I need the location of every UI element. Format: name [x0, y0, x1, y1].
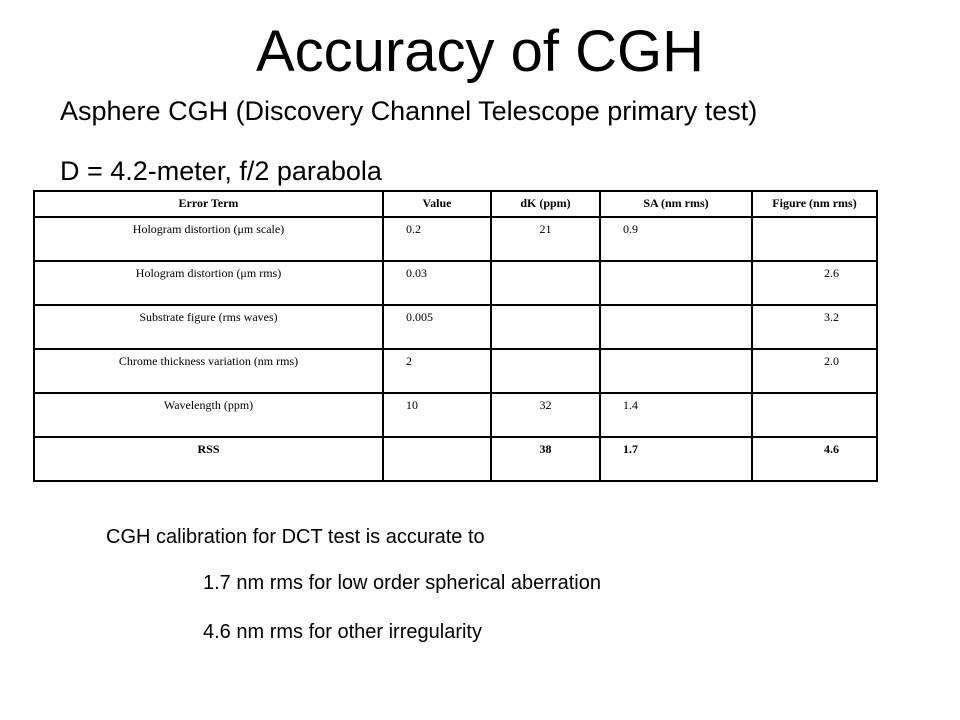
cell-term: Wavelength (ppm): [34, 393, 383, 437]
cell-sa: 1.4: [600, 393, 752, 437]
telescope-spec: D = 4.2-meter, f/2 parabola: [60, 156, 382, 186]
calibration-note-sa: 1.7 nm rms for low order spherical aberration: [203, 572, 601, 594]
header-value: Value: [383, 191, 491, 217]
table-row: [34, 305, 877, 349]
cell-value: 10: [383, 393, 491, 437]
cell-figure: 4.6: [752, 437, 877, 481]
table-row: [34, 261, 877, 305]
cell-dk: 32: [491, 393, 600, 437]
cell-term: RSS: [34, 437, 383, 481]
cell-dk: 21: [491, 217, 600, 261]
cell-figure: [752, 217, 877, 261]
cell-term: Substrate figure (rms waves): [34, 305, 383, 349]
cell-term: Chrome thickness variation (nm rms): [34, 349, 383, 393]
cell-dk: [491, 261, 600, 305]
cell-figure: 2.0: [752, 349, 877, 393]
cell-term: Hologram distortion (μm rms): [34, 261, 383, 305]
cell-dk: [491, 349, 600, 393]
slide-subtitle: Asphere CGH (Discovery Channel Telescope primary test): [60, 96, 758, 126]
cell-sa: 0.9: [600, 217, 752, 261]
cell-dk: 38: [491, 437, 600, 481]
table-row-rss: [34, 437, 877, 481]
cell-sa: [600, 305, 752, 349]
header-sa: SA (nm rms): [600, 191, 752, 217]
cell-term: Hologram distortion (μm scale): [34, 217, 383, 261]
table-row: [34, 393, 877, 437]
header-error-term: Error Term: [34, 191, 383, 217]
calibration-note: CGH calibration for DCT test is accurate to: [106, 526, 485, 548]
error-budget-table: [33, 190, 878, 482]
cell-sa: [600, 261, 752, 305]
cell-value: 0.2: [383, 217, 491, 261]
slide-title: Accuracy of CGH: [256, 19, 704, 84]
cell-value: [383, 437, 491, 481]
cell-sa: 1.7: [600, 437, 752, 481]
cell-dk: [491, 305, 600, 349]
cell-figure: 3.2: [752, 305, 877, 349]
cell-value: 2: [383, 349, 491, 393]
header-dk: dK (ppm): [491, 191, 600, 217]
cell-figure: [752, 393, 877, 437]
calibration-note-figure: 4.6 nm rms for other irregularity: [203, 621, 482, 643]
cell-sa: [600, 349, 752, 393]
cell-value: 0.005: [383, 305, 491, 349]
table-header-row: [34, 191, 877, 217]
table-row: [34, 349, 877, 393]
cell-figure: 2.6: [752, 261, 877, 305]
cell-value: 0.03: [383, 261, 491, 305]
table-row: [34, 217, 877, 261]
header-figure: Figure (nm rms): [752, 191, 877, 217]
